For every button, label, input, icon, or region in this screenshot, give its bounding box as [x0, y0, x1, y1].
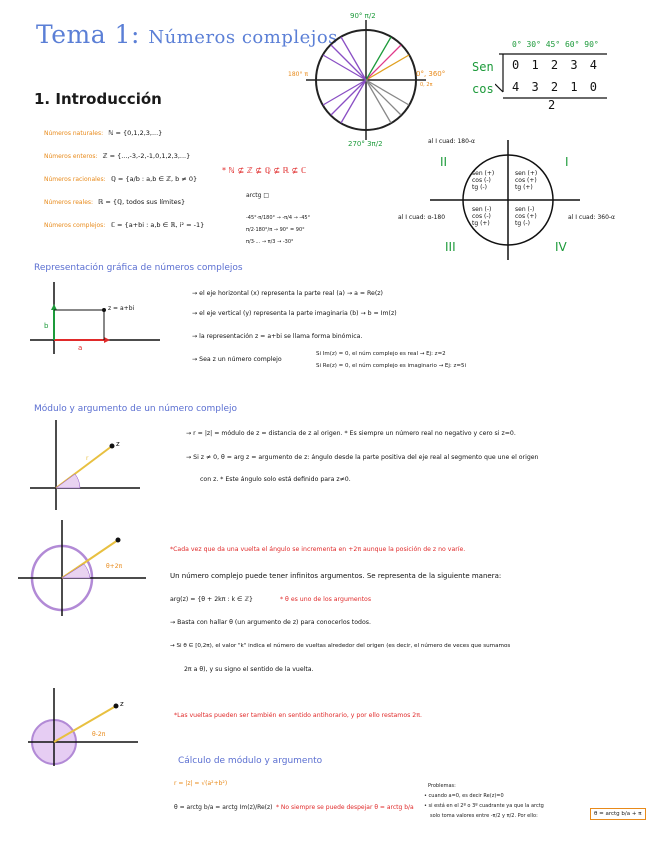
trig-table-lines [495, 52, 615, 102]
rep-plane-diagram [30, 282, 160, 354]
deg-note-2: π/2·180°/π → 90° = 90° [246, 227, 305, 233]
def-row [44, 120, 284, 143]
quadrant-signs-br: sen (-) cos (+) tg (-) [515, 206, 537, 227]
rep-bullet-1: → el eje horizontal (x) representa la parte real (a) → a = Re(z) [192, 290, 383, 297]
quadrant-signs-tr: sen (+) cos (+) tg (+) [515, 170, 538, 191]
quadrant-tag-q3: al I cuad: α-180 [398, 214, 446, 221]
rep-axis-b: b [44, 322, 49, 330]
unit-circle-right-sub: 0, 2π [420, 82, 433, 88]
calc-boxed-formula: θ = arctg b/a + π [590, 808, 646, 820]
mod-bullet-2: → Si z ≠ 0, θ = arg z = argumento de z: ángulo desde la parte positiva del eje real al segmento que une el origen [186, 454, 539, 461]
calc-heading: Cálculo de módulo y argumento [178, 756, 323, 766]
def-value: ℝ = {ℚ, todos sus límites} [98, 198, 186, 206]
mod-bullet-1: → r = |z| = módulo de z = distancia de z al origen. * Es siempre un número real no negativo y cero si z=0. [186, 430, 516, 437]
calc-arg-formula: θ = arctg b/a = arctg Im(z)/Re(z) [174, 804, 273, 811]
mod-circle-label-3: θ-2π [92, 731, 106, 738]
calc-arg-note: * No siempre se puede despejar θ = arctg b/a [276, 804, 414, 811]
def-label: Números complejos: [44, 222, 106, 229]
subset-chain: * ℕ ⊈ ℤ ⊈ ℚ ⊈ ℝ ⊈ ℂ [222, 166, 307, 175]
quadrant-tag-q4: al I cuad: 360-α [568, 214, 616, 221]
mod-diagram-1 [30, 420, 140, 510]
rep-case-1: Si Im(z) = 0, el núm complejo es real → Ej: z=2 [316, 351, 446, 357]
def-label: Números reales: [44, 199, 94, 206]
intro-heading: 1. Introducción [34, 90, 162, 108]
mod-infinite-args: Un número complejo puede tener infinitos argumentos. Se representa de la siguiente manera: [170, 572, 502, 580]
calc-problem-2: • si está en el 2º o 3º cuadrante ya que la arctg [424, 803, 544, 809]
mod-r-label: r [86, 455, 89, 462]
mod-sik-2: 2π a θ), y su signo el sentido de la vuelta. [184, 666, 314, 673]
mod-circle-label: θ+2π [106, 563, 123, 570]
rep-case-2: Si Re(z) = 0, el núm complejo es imaginario → Ej: z=5i [316, 363, 467, 369]
mod-z-label-3: z [120, 700, 124, 708]
def-label: Números naturales: [44, 130, 104, 137]
title-sub: Números complejos [148, 27, 338, 48]
unit-circle-left-label: 180° π [288, 71, 308, 78]
title-main: Tema 1: [36, 20, 140, 49]
quadrant-roman-i: I [565, 155, 569, 169]
def-label: Números racionales: [44, 176, 106, 183]
quadrant-roman-iv: IV [555, 240, 567, 254]
mod-basta: → Basta con hallar θ (un argumento de z) para conocerlos todos. [170, 619, 371, 626]
rep-bullet-3: → la representación z = a+bi se llama forma binómica. [192, 333, 363, 340]
def-row [44, 143, 284, 166]
trig-table-angles: 0° 30° 45° 60° 90° [512, 40, 599, 49]
arctg-note: arctg □ [246, 192, 270, 199]
trig-table-cos-values: 4 3 2 1 0 [512, 80, 598, 94]
deg-note-1: -45°·π/180° → -π/4 → -45° [246, 215, 311, 221]
mod-neg-note: *Las vueltas pueden ser también en sentido antihorario, y por ello restamos 2π. [174, 712, 422, 719]
rep-bullet-4: → Sea z un número complejo [192, 356, 282, 363]
mod-bullet-2-cont: con z. * Este ángulo solo está definido para z≠0. [200, 476, 351, 483]
mod-red-note: *Cada vez que da una vuelta el ángulo se incrementa en +2π aunque la posición de z no varíe. [170, 546, 466, 553]
trig-table-sen-values: 0 1 2 3 4 [512, 58, 598, 72]
def-label: Números enteros: [44, 153, 98, 160]
unit-circle-bottom-label: 270° 3π/2 [348, 140, 383, 148]
unit-circle-right-label: 0°, 360° [416, 70, 446, 78]
def-value: ℤ = {...,-3,-2,-1,0,1,2,3,...} [102, 152, 191, 160]
trig-table-denominator: 2 [548, 98, 556, 112]
def-value: ℚ = {a/b : a,b ∈ ℤ, b ≠ 0} [110, 175, 198, 183]
unit-circle-top-label: 90° π/2 [350, 12, 376, 20]
rep-heading: Representación gráfica de números complejos [34, 263, 243, 273]
quadrant-tag-q2: al I cuad: 180-α [428, 138, 476, 145]
rep-axis-a: a [78, 344, 83, 352]
quadrant-roman-ii: II [440, 155, 448, 169]
calc-problem-3: solo toma valores entre -π/2 y π/2. Por ello: [430, 813, 538, 819]
quadrant-signs-tl: sen (+) cos (-) tg (-) [472, 170, 495, 191]
deg-note-3: π/3·... → π/3 → -30° [246, 239, 294, 245]
mod-z-label: z [116, 440, 120, 448]
mod-diagram-2 [18, 520, 148, 616]
mod-diagram-3 [28, 688, 140, 766]
rep-point-label: z = a+bi [108, 305, 135, 312]
unit-circle-diagram [288, 10, 458, 150]
mod-sik: → Si θ ∈ [0,2π), el valor "k" indica el número de vueltas alrededor del origen (es decir, el número de veces que sumamos [170, 643, 511, 649]
rep-bullet-2: → el eje vertical (y) representa la parte imaginaria (b) → b = Im(z) [192, 310, 397, 317]
mod-arg-formula: arg(z) = {θ + 2kπ : k ∈ ℤ} [170, 596, 253, 603]
quadrant-roman-iii: III [445, 240, 456, 254]
calc-mod-formula: r = |z| = √(a²+b²) [174, 780, 228, 787]
mod-heading: Módulo y argumento de un número complejo [34, 404, 238, 414]
mod-arg-note: * θ es uno de los argumentos [280, 596, 372, 603]
def-value: ℕ = {0,1,2,3,...} [108, 129, 163, 137]
def-value: ℂ = {a+bi : a,b ∈ ℝ, i² = -1} [110, 221, 205, 229]
quadrant-signs-bl: sen (-) cos (-) tg (+) [472, 206, 492, 227]
calc-problem-1: • cuando a=0, es decir Re(z)=0 [424, 793, 504, 799]
trig-table-cos-label: cos [472, 82, 494, 96]
calc-problems-heading: Problemas: [428, 783, 456, 789]
trig-table-sen-label: Sen [472, 60, 494, 74]
